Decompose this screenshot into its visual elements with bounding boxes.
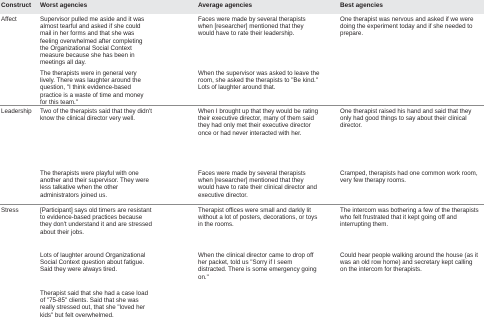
cell-worst: Two of the therapists said that they didn't know the clinical director very well. [40,108,152,123]
cell-average: Faces were made by several therapists when [researcher] mentioned that they would have to rate their clinical director and executive director. [198,170,318,199]
construct-stress: Stress [1,207,19,214]
header-construct: Construct [1,2,32,9]
row-separator [0,204,484,205]
cell-best: Cramped, therapists had one common work room, very few therapy rooms. [340,170,478,185]
cell-best: One therapist was nervous and asked if we were doing the experiment today and if she needed to prepare. [340,16,474,38]
cell-average: When the clinical director came to drop off her packet, told us "Sorry if I seem distracted. There is some emergency going on." [198,252,317,281]
construct-leadership: Leadership [1,108,32,115]
cell-best: Could hear people walking around the house (as it was an old row home) and secretary kept calling on the intercom for therapists. [340,252,478,274]
header-best-agencies: Best agencies [340,2,383,9]
header-worst-agencies: Worst agencies [40,2,88,9]
table-header-row [0,0,484,14]
cell-average: When the supervisor was asked to leave the room, she asked the therapists to "Be kind." Lots of laughter around that. [198,70,320,92]
cell-average: Faces were made by several therapists when [researcher] mentioned that they would have to rate their leadership. [198,16,306,38]
cell-worst: [Participant] says old timers are resistant to evidence-based practices because they don't understand it and are stressed about their jobs. [40,207,152,236]
cell-best: One therapist raised his hand and said that they only had good things to say about their clinical director. [340,108,472,130]
cell-worst: The therapists were playful with one another and their supervisor. They were less talkative when the other administrators joined us. [40,170,149,199]
cell-average: When I brought up that they would be rating their executive director, many of them said they had only met their executive director once or had never interacted with her. [198,108,319,137]
header-average-agencies: Average agencies [198,2,253,9]
cell-average: Therapist offices were small and darkly lit without a lot of posters, decorations, or toys in the rooms. [198,207,318,229]
cell-best: The intercom was bothering a few of the therapists who felt frustrated that it kept going off and interrupting them. [340,207,479,229]
cell-worst: The therapists were in general very lively. There was laughter around the question, "I think evidence-based practice is a waste of time and money for this team." [40,70,144,106]
construct-affect: Affect [1,16,17,23]
row-separator [0,105,484,106]
cell-worst: Lots of laughter around Organizational Social Context question about fatigue. Said they were always tired. [40,252,146,274]
cell-worst: Supervisor pulled me aside and it was almost tearful and asked if she could mail in her forms and that she was feeling overwhelmed after completing the Organizational Social Context measure because she has been in meetings all day. [40,16,145,67]
cell-worst: Therapist said that she had a case load of "75-85" clients. Said that she was really stressed out, that she "loved her kids" but felt overwhelmed. [40,290,149,319]
